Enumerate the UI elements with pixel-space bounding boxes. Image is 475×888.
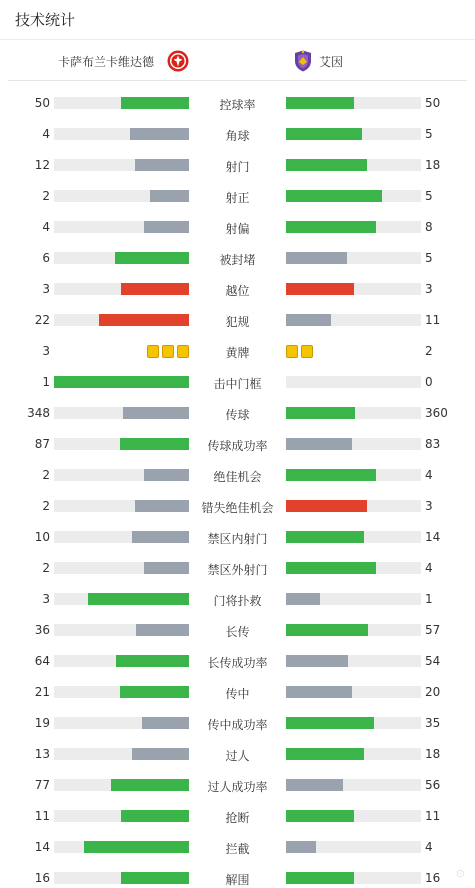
away-stat-bar [286,779,343,791]
home-stat-value: 12 [34,158,50,172]
stat-row [0,616,475,647]
yellow-card-icon [177,345,189,358]
home-stat-bar [142,717,189,729]
stat-label: 击中门框 [213,377,262,391]
home-stat-bar [136,624,189,636]
home-stat-bar [132,531,189,543]
stat-row [0,833,475,864]
stat-label: 越位 [225,284,250,298]
away-stat-value: 8 [425,220,433,234]
away-stat-bar-track [286,500,421,512]
home-stat-bar [121,283,189,295]
home-stat-bar [84,841,189,853]
away-stat-value: 11 [425,313,441,327]
away-stat-bar-track [286,531,421,543]
yellow-card-icon [286,345,298,358]
away-stat-bar-track [286,190,421,202]
away-stat-bar-track [286,717,421,729]
stat-row [0,399,475,430]
away-stat-bar-track [286,283,421,295]
home-stat-bar [120,438,189,450]
home-stat-bar [88,593,189,605]
home-stat-bar [123,407,189,419]
stat-label: 过人 [225,749,250,763]
home-stat-bar [121,810,189,822]
stat-label: 传中成功率 [207,718,268,732]
away-stat-bar-track [286,872,421,884]
yellow-card-icon [147,345,159,358]
home-stat-bar-track [54,686,189,698]
home-stat-value: 64 [34,654,50,668]
stat-row [0,740,475,771]
home-team-name: 卡萨布兰卡维达德 [57,55,154,69]
away-stat-value: 2 [425,344,433,358]
home-stat-bar-track [54,159,189,171]
away-stat-bar-track [286,128,421,140]
home-stat-bar-track [54,717,189,729]
away-stat-value: 3 [425,282,433,296]
stat-row [0,678,475,709]
home-stat-value: 3 [42,344,50,358]
away-yellow-cards [286,345,313,358]
stat-label: 控球率 [219,98,256,112]
away-stat-value: 18 [425,747,441,761]
home-stat-bar [132,748,189,760]
home-stat-bar-track [54,190,189,202]
away-stat-bar-track [286,469,421,481]
away-stat-value: 83 [425,437,441,451]
home-stat-bar-track [54,841,189,853]
stat-label: 传球成功率 [207,439,268,453]
away-stat-bar [286,159,367,171]
stat-row [0,89,475,120]
home-stat-bar-track [54,283,189,295]
away-stat-bar [286,314,331,326]
home-stat-bar [115,252,189,264]
away-stat-value: 54 [425,654,441,668]
home-stat-bar-track [54,500,189,512]
stat-label: 长传 [225,625,250,639]
away-stat-value: 4 [425,468,433,482]
home-stat-value: 22 [34,313,50,327]
stat-label: 黄牌 [225,346,250,360]
away-stat-bar [286,469,376,481]
home-stat-value: 3 [42,282,50,296]
page-header [0,0,475,40]
away-stat-bar-track [286,748,421,760]
home-stat-bar-track [54,531,189,543]
home-stat-value: 4 [42,220,50,234]
stat-label: 犯规 [225,315,250,329]
home-stat-value: 10 [34,530,50,544]
away-stat-bar-track [286,97,421,109]
stat-row [0,709,475,740]
away-stat-bar-track [286,221,421,233]
away-stat-bar [286,717,374,729]
watermark: ⊙ [455,867,465,880]
stat-row [0,368,475,399]
away-stat-value: 5 [425,251,433,265]
stat-label: 拦截 [225,842,250,856]
home-stat-bar [116,655,189,667]
away-stat-bar-track [286,593,421,605]
away-stat-bar-track [286,438,421,450]
away-stat-bar [286,531,364,543]
stat-label: 射偏 [225,222,250,236]
stats-list [0,89,475,888]
away-stat-bar [286,252,347,264]
home-stat-bar [121,97,189,109]
away-stat-value: 18 [425,158,441,172]
home-stat-bar-track [54,221,189,233]
home-stat-bar [111,779,189,791]
away-stat-bar-track [286,252,421,264]
away-stat-bar [286,810,354,822]
home-team-logo-icon [167,50,189,72]
stat-row [0,585,475,616]
stat-row [0,337,475,368]
home-stat-bar-track [54,97,189,109]
away-stat-value: 4 [425,561,433,575]
away-stat-bar [286,190,382,202]
stat-row [0,151,475,182]
home-stat-value: 2 [42,499,50,513]
team-header [8,40,467,81]
stat-label: 过人成功率 [207,780,268,794]
home-stat-bar [130,128,189,140]
home-stat-bar [121,872,189,884]
home-stat-bar-track [54,779,189,791]
home-stat-bar-track [54,748,189,760]
away-stat-bar [286,593,320,605]
stat-label: 禁区内射门 [207,532,268,546]
stat-label: 错失绝佳机会 [201,501,274,515]
away-stat-value: 14 [425,530,441,544]
home-stat-value: 14 [34,840,50,854]
away-stat-bar [286,562,376,574]
away-team-logo-icon [292,49,314,73]
home-stat-value: 77 [34,778,50,792]
home-stat-value: 19 [34,716,50,730]
stat-row [0,213,475,244]
away-stat-value: 5 [425,127,433,141]
home-stat-bar [54,376,189,388]
away-stat-value: 3 [425,499,433,513]
away-stat-value: 5 [425,189,433,203]
away-stat-value: 35 [425,716,441,730]
away-stat-bar [286,686,352,698]
home-stat-bar-track [54,810,189,822]
home-stat-bar [144,221,189,233]
home-stat-bar-track [54,314,189,326]
away-stat-value: 360 [425,406,448,420]
home-stat-bar-track [54,872,189,884]
home-stat-bar [135,500,189,512]
yellow-card-icon [301,345,313,358]
away-stat-bar [286,500,367,512]
away-stat-bar [286,841,316,853]
away-stat-bar [286,283,354,295]
home-stat-bar-track [54,376,189,388]
home-stat-value: 3 [42,592,50,606]
away-stat-bar [286,438,352,450]
home-stat-value: 36 [34,623,50,637]
away-stat-value: 0 [425,375,433,389]
home-stat-bar [99,314,189,326]
home-stat-value: 348 [27,406,50,420]
away-stat-bar-track [286,159,421,171]
home-stat-value: 6 [42,251,50,265]
stat-label: 长传成功率 [207,656,268,670]
home-stat-value: 1 [42,375,50,389]
home-stat-value: 2 [42,561,50,575]
away-team-name: 艾因 [319,55,344,69]
away-stat-bar [286,655,348,667]
home-stat-bar-track [54,128,189,140]
home-stat-value: 87 [34,437,50,451]
away-stat-value: 1 [425,592,433,606]
away-stat-bar [286,624,368,636]
home-stat-value: 2 [42,189,50,203]
away-stat-bar [286,128,362,140]
stat-label: 绝佳机会 [213,470,262,484]
stat-label: 门将扑救 [213,594,262,608]
away-stat-value: 16 [425,871,441,885]
home-stat-bar-track [54,624,189,636]
home-stat-value: 4 [42,127,50,141]
stat-label: 射正 [225,191,250,205]
stat-label: 传中 [225,687,250,701]
stat-row [0,461,475,492]
yellow-card-icon [162,345,174,358]
stat-row [0,771,475,802]
home-stat-bar-track [54,252,189,264]
page-title: 技术统计 [15,11,76,29]
away-stat-value: 4 [425,840,433,854]
stat-row [0,244,475,275]
away-stat-bar-track [286,376,421,388]
away-stat-value: 20 [425,685,441,699]
away-stat-bar [286,97,354,109]
home-stat-bar-track [54,438,189,450]
home-stat-bar-track [54,469,189,481]
home-stat-bar-track [54,407,189,419]
away-stat-bar [286,407,355,419]
stat-row [0,523,475,554]
home-stat-bar [150,190,189,202]
stat-label: 被封堵 [219,253,256,267]
away-stat-bar-track [286,314,421,326]
stat-label: 禁区外射门 [207,563,268,577]
away-stat-value: 11 [425,809,441,823]
home-stat-bar [120,686,189,698]
home-stat-bar-track [54,655,189,667]
away-stat-bar [286,748,364,760]
home-stat-bar [144,469,189,481]
stat-row [0,647,475,678]
stat-row [0,430,475,461]
away-stat-value: 57 [425,623,441,637]
away-stat-bar-track [286,810,421,822]
away-stat-bar [286,221,376,233]
stat-label: 射门 [225,160,250,174]
away-stat-bar-track [286,841,421,853]
stat-row [0,492,475,523]
stat-label: 传球 [225,408,250,422]
away-stat-bar-track [286,562,421,574]
home-stat-value: 21 [34,685,50,699]
home-stat-bar [144,562,189,574]
stat-row [0,182,475,213]
stat-label: 解围 [225,873,250,887]
away-stat-bar-track [286,686,421,698]
home-stat-value: 11 [34,809,50,823]
away-stat-bar-track [286,624,421,636]
home-stat-value: 16 [34,871,50,885]
away-stat-bar-track [286,779,421,791]
away-stat-bar-track [286,407,421,419]
stat-row [0,864,475,888]
home-stat-value: 50 [34,96,50,110]
stat-row [0,120,475,151]
away-stat-bar-track [286,655,421,667]
away-stat-bar [286,872,354,884]
stat-row [0,275,475,306]
home-stat-bar [135,159,189,171]
away-stat-value: 56 [425,778,441,792]
stat-row [0,554,475,585]
home-stat-bar-track [54,562,189,574]
home-stat-value: 2 [42,468,50,482]
home-stat-bar-track [54,593,189,605]
away-stat-value: 50 [425,96,441,110]
stat-row [0,802,475,833]
stat-row [0,306,475,337]
home-stat-value: 13 [34,747,50,761]
stat-label: 角球 [225,129,250,143]
home-yellow-cards [147,345,189,358]
stat-label: 抢断 [225,811,250,825]
